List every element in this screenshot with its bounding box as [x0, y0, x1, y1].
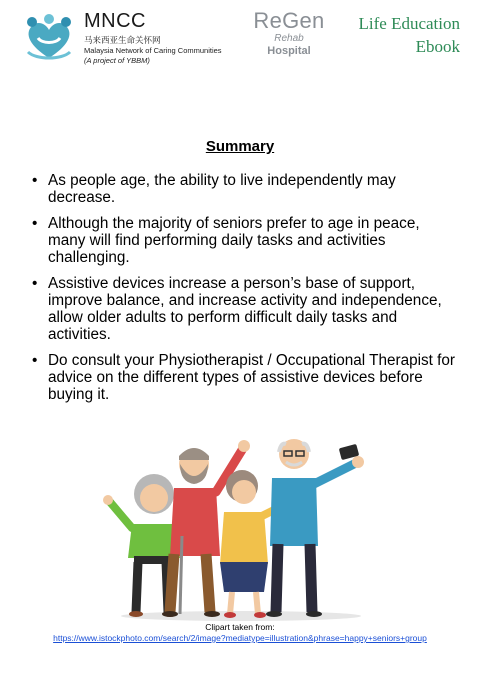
mncc-title: MNCC: [84, 10, 146, 32]
bullet-text: Although the majority of seniors prefer to age in peace, many will find performing daily tasks and activities challenging.: [48, 215, 420, 266]
bullet-icon: •: [32, 352, 38, 369]
header: [0, 0, 480, 80]
life-line-1: Life Education: [358, 14, 460, 33]
bullet-text: As people age, the ability to live independently may decrease.: [48, 172, 396, 206]
regen-hospital: Hospital: [267, 45, 311, 57]
list-item: [28, 275, 458, 343]
list-item: [28, 352, 458, 403]
mncc-project-note: (A project of YBBM): [84, 56, 150, 65]
summary-title: Summary: [205, 138, 275, 155]
mncc-text-block: [84, 10, 222, 66]
list-item: [28, 215, 458, 266]
senior-man-blue-figure: [266, 439, 364, 617]
list-item: [28, 172, 458, 206]
mncc-subtitle: Malaysia Network of Caring Communities: [84, 46, 222, 55]
bullet-icon: •: [32, 275, 38, 292]
bullet-text: Assistive devices increase a person’s base of support, improve balance, and increase activity and independence, allow older adults to perform difficult daily tasks and activities.: [48, 275, 442, 343]
regen-rehab: Rehab: [274, 33, 304, 44]
regen-logo: [246, 10, 332, 58]
life-education-title: [359, 12, 461, 58]
bullet-icon: •: [32, 215, 38, 232]
mncc-logo-icon: [20, 12, 78, 64]
credit-link[interactable]: https://www.istockphoto.com/search/2/image?mediatype=illustration&phrase=happy+seniors+group: [53, 633, 427, 643]
happy-seniors-clipart: [96, 436, 386, 622]
summary-bullet-list: [28, 172, 458, 412]
regen-title: ReGen: [253, 8, 325, 33]
bullet-text: Do consult your Physiotherapist / Occupational Therapist for advice on the different types of assistive devices before buying it.: [48, 352, 455, 403]
credit-label: Clipart taken from:: [205, 622, 275, 632]
life-line-2: Ebook: [415, 37, 460, 56]
bullet-icon: •: [32, 172, 38, 189]
mncc-chinese-name: 马来西亚生命关怀网: [84, 35, 161, 45]
clipart-credit: [0, 622, 480, 644]
